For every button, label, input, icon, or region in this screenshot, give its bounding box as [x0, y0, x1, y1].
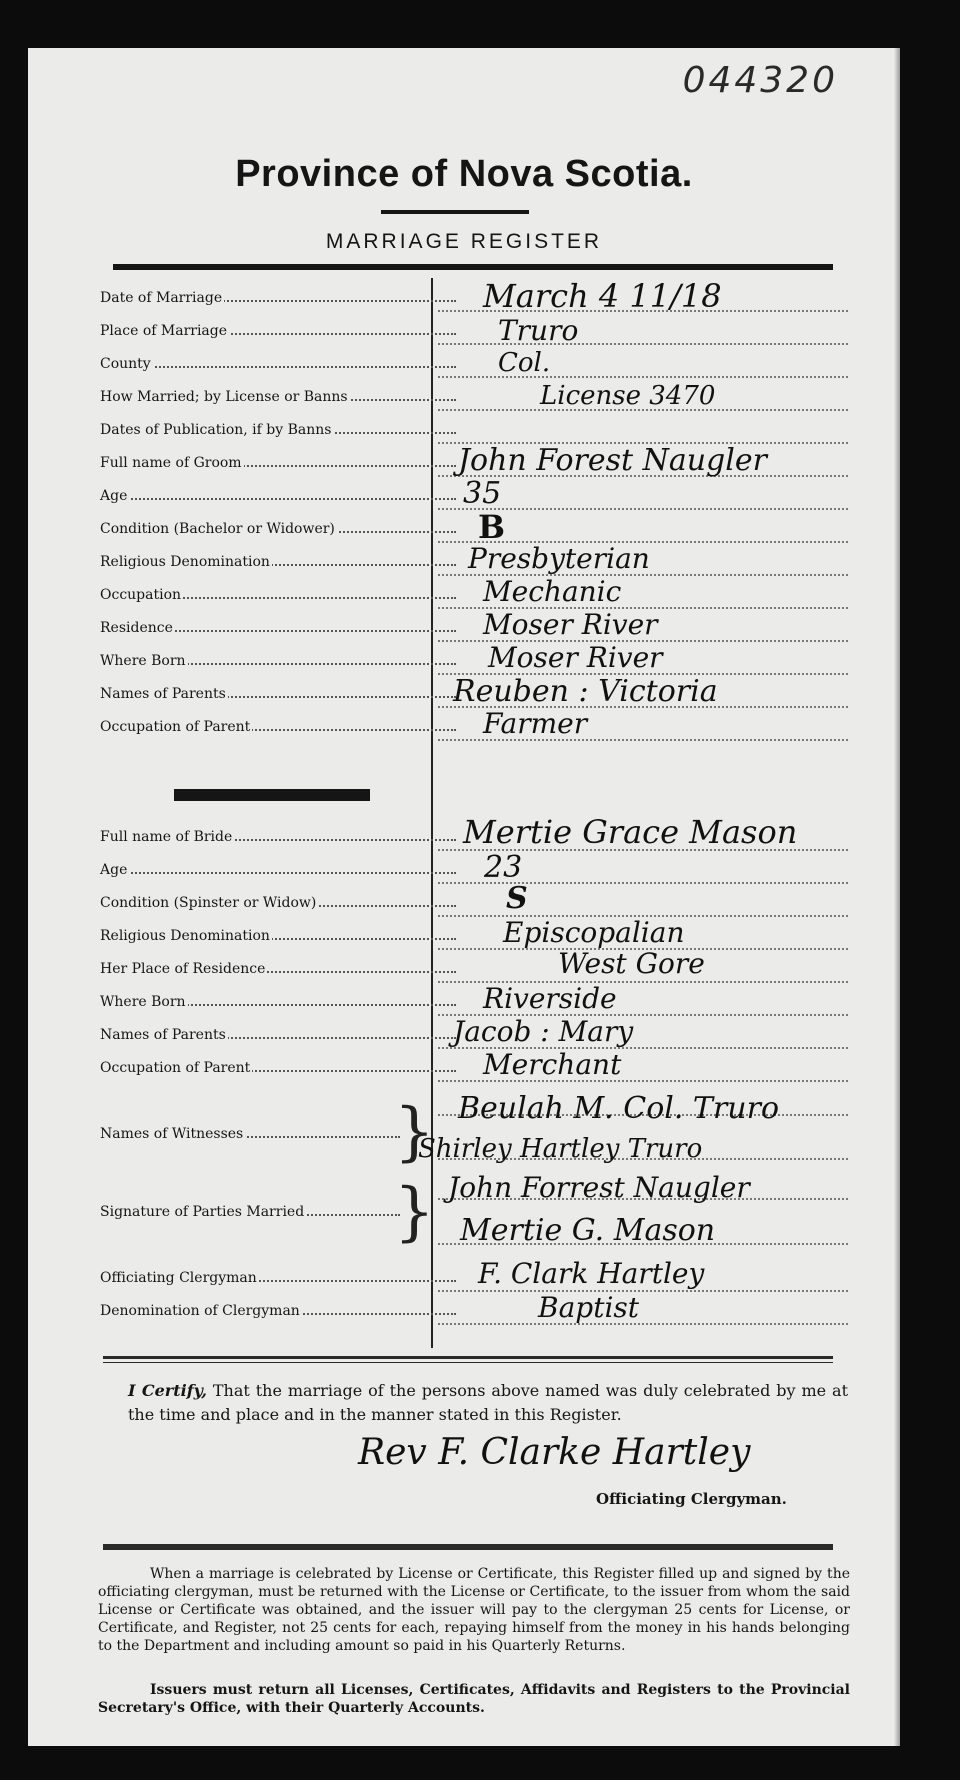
field-label: Occupation of Parent — [100, 719, 251, 735]
witnesses-row — [100, 1116, 400, 1146]
field-label: Age — [100, 862, 128, 878]
field-row — [100, 852, 480, 882]
field-label: Date of Marriage — [100, 290, 223, 306]
field-row — [100, 412, 480, 442]
certify-text: That the marriage of the persons above named was duly celebrated by me at the time and place and in the manner stated in this Register. — [128, 1381, 848, 1424]
handwritten-place-of-marriage: Truro — [498, 314, 579, 347]
handwritten-bride-religion: Episcopalian — [503, 916, 685, 949]
field-label: Officiating Clergyman — [100, 1270, 257, 1286]
field-row — [100, 1050, 480, 1080]
witnesses-brace: } — [394, 1095, 435, 1169]
field-row — [100, 951, 480, 981]
field-row — [100, 577, 480, 607]
handwritten-date-of-marriage: March 4 11/18 — [483, 277, 722, 315]
handwritten-groom-residence: Moser River — [483, 608, 658, 641]
handwritten-groom-name: John Forest Naugler — [458, 443, 767, 478]
register-form — [28, 48, 900, 1746]
field-row — [100, 511, 480, 541]
handwritten-officiating-clergyman: F. Clark Hartley — [478, 1257, 705, 1290]
handwritten-bride-signature: Mertie G. Mason — [460, 1213, 716, 1248]
title-rule — [381, 210, 529, 214]
field-row — [100, 1260, 480, 1290]
handwritten-groom-occupation: Mechanic — [483, 575, 622, 608]
field-row — [100, 1293, 480, 1323]
handwritten-groom-religion: Presbyterian — [468, 542, 650, 575]
field-row — [100, 885, 480, 915]
handwritten-witness-1: Beulah M. Col. Truro — [458, 1091, 780, 1126]
field-label: County — [100, 356, 151, 372]
handwritten-bride-residence: West Gore — [558, 947, 705, 980]
field-label: Where Born — [100, 653, 186, 669]
parties-label: Signature of Parties Married — [100, 1204, 305, 1220]
field-label: Where Born — [100, 994, 186, 1010]
field-row — [100, 346, 480, 376]
field-label: Religious Denomination — [100, 928, 270, 944]
field-label: Place of Marriage — [100, 323, 228, 339]
field-row — [100, 709, 480, 739]
field-row — [100, 280, 480, 310]
field-label: Age — [100, 488, 128, 504]
field-row — [100, 478, 480, 508]
handwritten-witness-2: Shirley Hartley Truro — [418, 1134, 703, 1164]
issuer-instructions: Issuers must return all Licenses, Certificates, Affidavits and Registers to the Provincial Secretary's Office, with their Quarterly Accounts. — [98, 1682, 850, 1716]
handwritten-groom-parent-occupation: Farmer — [483, 707, 588, 740]
handwritten-bride-parent-occupation: Merchant — [483, 1048, 622, 1081]
section-divider-bar — [174, 789, 370, 801]
field-row — [100, 379, 480, 409]
section-separator-thin — [103, 1362, 833, 1363]
field-row — [100, 1017, 480, 1047]
handwritten-groom-age: 35 — [463, 476, 502, 511]
field-label: Denomination of Clergyman — [100, 1303, 300, 1319]
field-row — [100, 918, 480, 948]
field-row — [100, 610, 480, 640]
handwritten-bride-birthplace: Riverside — [483, 982, 617, 1015]
form-title: Province of Nova Scotia. — [235, 153, 693, 195]
handwritten-groom-condition: B — [478, 508, 506, 546]
field-label: How Married; by License or Banns — [100, 389, 348, 405]
field-label: Dates of Publication, if by Banns — [100, 422, 332, 438]
field-row — [100, 544, 480, 574]
field-row — [100, 819, 480, 849]
handwritten-groom-birthplace: Moser River — [488, 641, 663, 674]
parties-row — [100, 1194, 400, 1224]
handwritten-groom-signature: John Forrest Naugler — [448, 1171, 750, 1204]
document-number: 044320 — [682, 60, 838, 101]
handwritten-bride-parents: Jacob : Mary — [453, 1015, 634, 1048]
signature-label: Officiating Clergyman. — [596, 1490, 787, 1508]
field-label: Full name of Groom — [100, 455, 242, 471]
field-label: Her Place of Residence — [100, 961, 266, 977]
field-label: Condition (Spinster or Widow) — [100, 895, 317, 911]
field-row — [100, 643, 480, 673]
handwritten-bride-name: Mertie Grace Mason — [463, 813, 798, 851]
witnesses-label: Names of Witnesses — [100, 1126, 244, 1142]
handwritten-bride-age: 23 — [484, 850, 523, 885]
handwritten-clergy-denomination: Baptist — [538, 1291, 640, 1324]
certification-statement — [128, 1379, 848, 1427]
clergyman-signature: Rev F. Clarke Hartley — [358, 1432, 751, 1473]
handwritten-groom-parents: Reuben : Victoria — [453, 674, 718, 709]
field-row — [100, 313, 480, 343]
field-label: Occupation of Parent — [100, 1060, 251, 1076]
section-separator — [103, 1356, 833, 1359]
paper-edge-shadow — [894, 48, 900, 1746]
field-label: Residence — [100, 620, 173, 636]
field-label: Condition (Bachelor or Widower) — [100, 521, 335, 537]
handwritten-bride-condition: S — [506, 881, 528, 916]
field-label: Names of Parents — [100, 1027, 226, 1043]
handwritten-how-married: License 3470 — [540, 381, 716, 411]
field-row — [100, 676, 480, 706]
header-rule — [113, 264, 833, 270]
field-label: Names of Parents — [100, 686, 226, 702]
notice-separator — [103, 1544, 833, 1550]
field-row — [100, 984, 480, 1014]
return-instructions: When a marriage is celebrated by License or Certificate, this Register filled up and signed by the officiating clergyman, must be returned with the License or Certificate, to the issuer from whom the said License or Certificate was obtained, and the issuer will pay to the clergyman 25 cents for License, or Certificate, and Register, not 25 cents for each, repaying himself from the money in his hands belonging to the Department and including amount so paid in his Quarterly Returns. — [98, 1566, 850, 1654]
handwritten-county: Col. — [498, 348, 551, 378]
field-label: Religious Denomination — [100, 554, 270, 570]
field-label: Full name of Bride — [100, 829, 233, 845]
parties-brace: } — [394, 1175, 435, 1249]
field-label: Occupation — [100, 587, 182, 603]
field-row — [100, 445, 480, 475]
certify-lead: I Certify, — [128, 1381, 207, 1400]
form-subtitle: MARRIAGE REGISTER — [325, 230, 603, 253]
